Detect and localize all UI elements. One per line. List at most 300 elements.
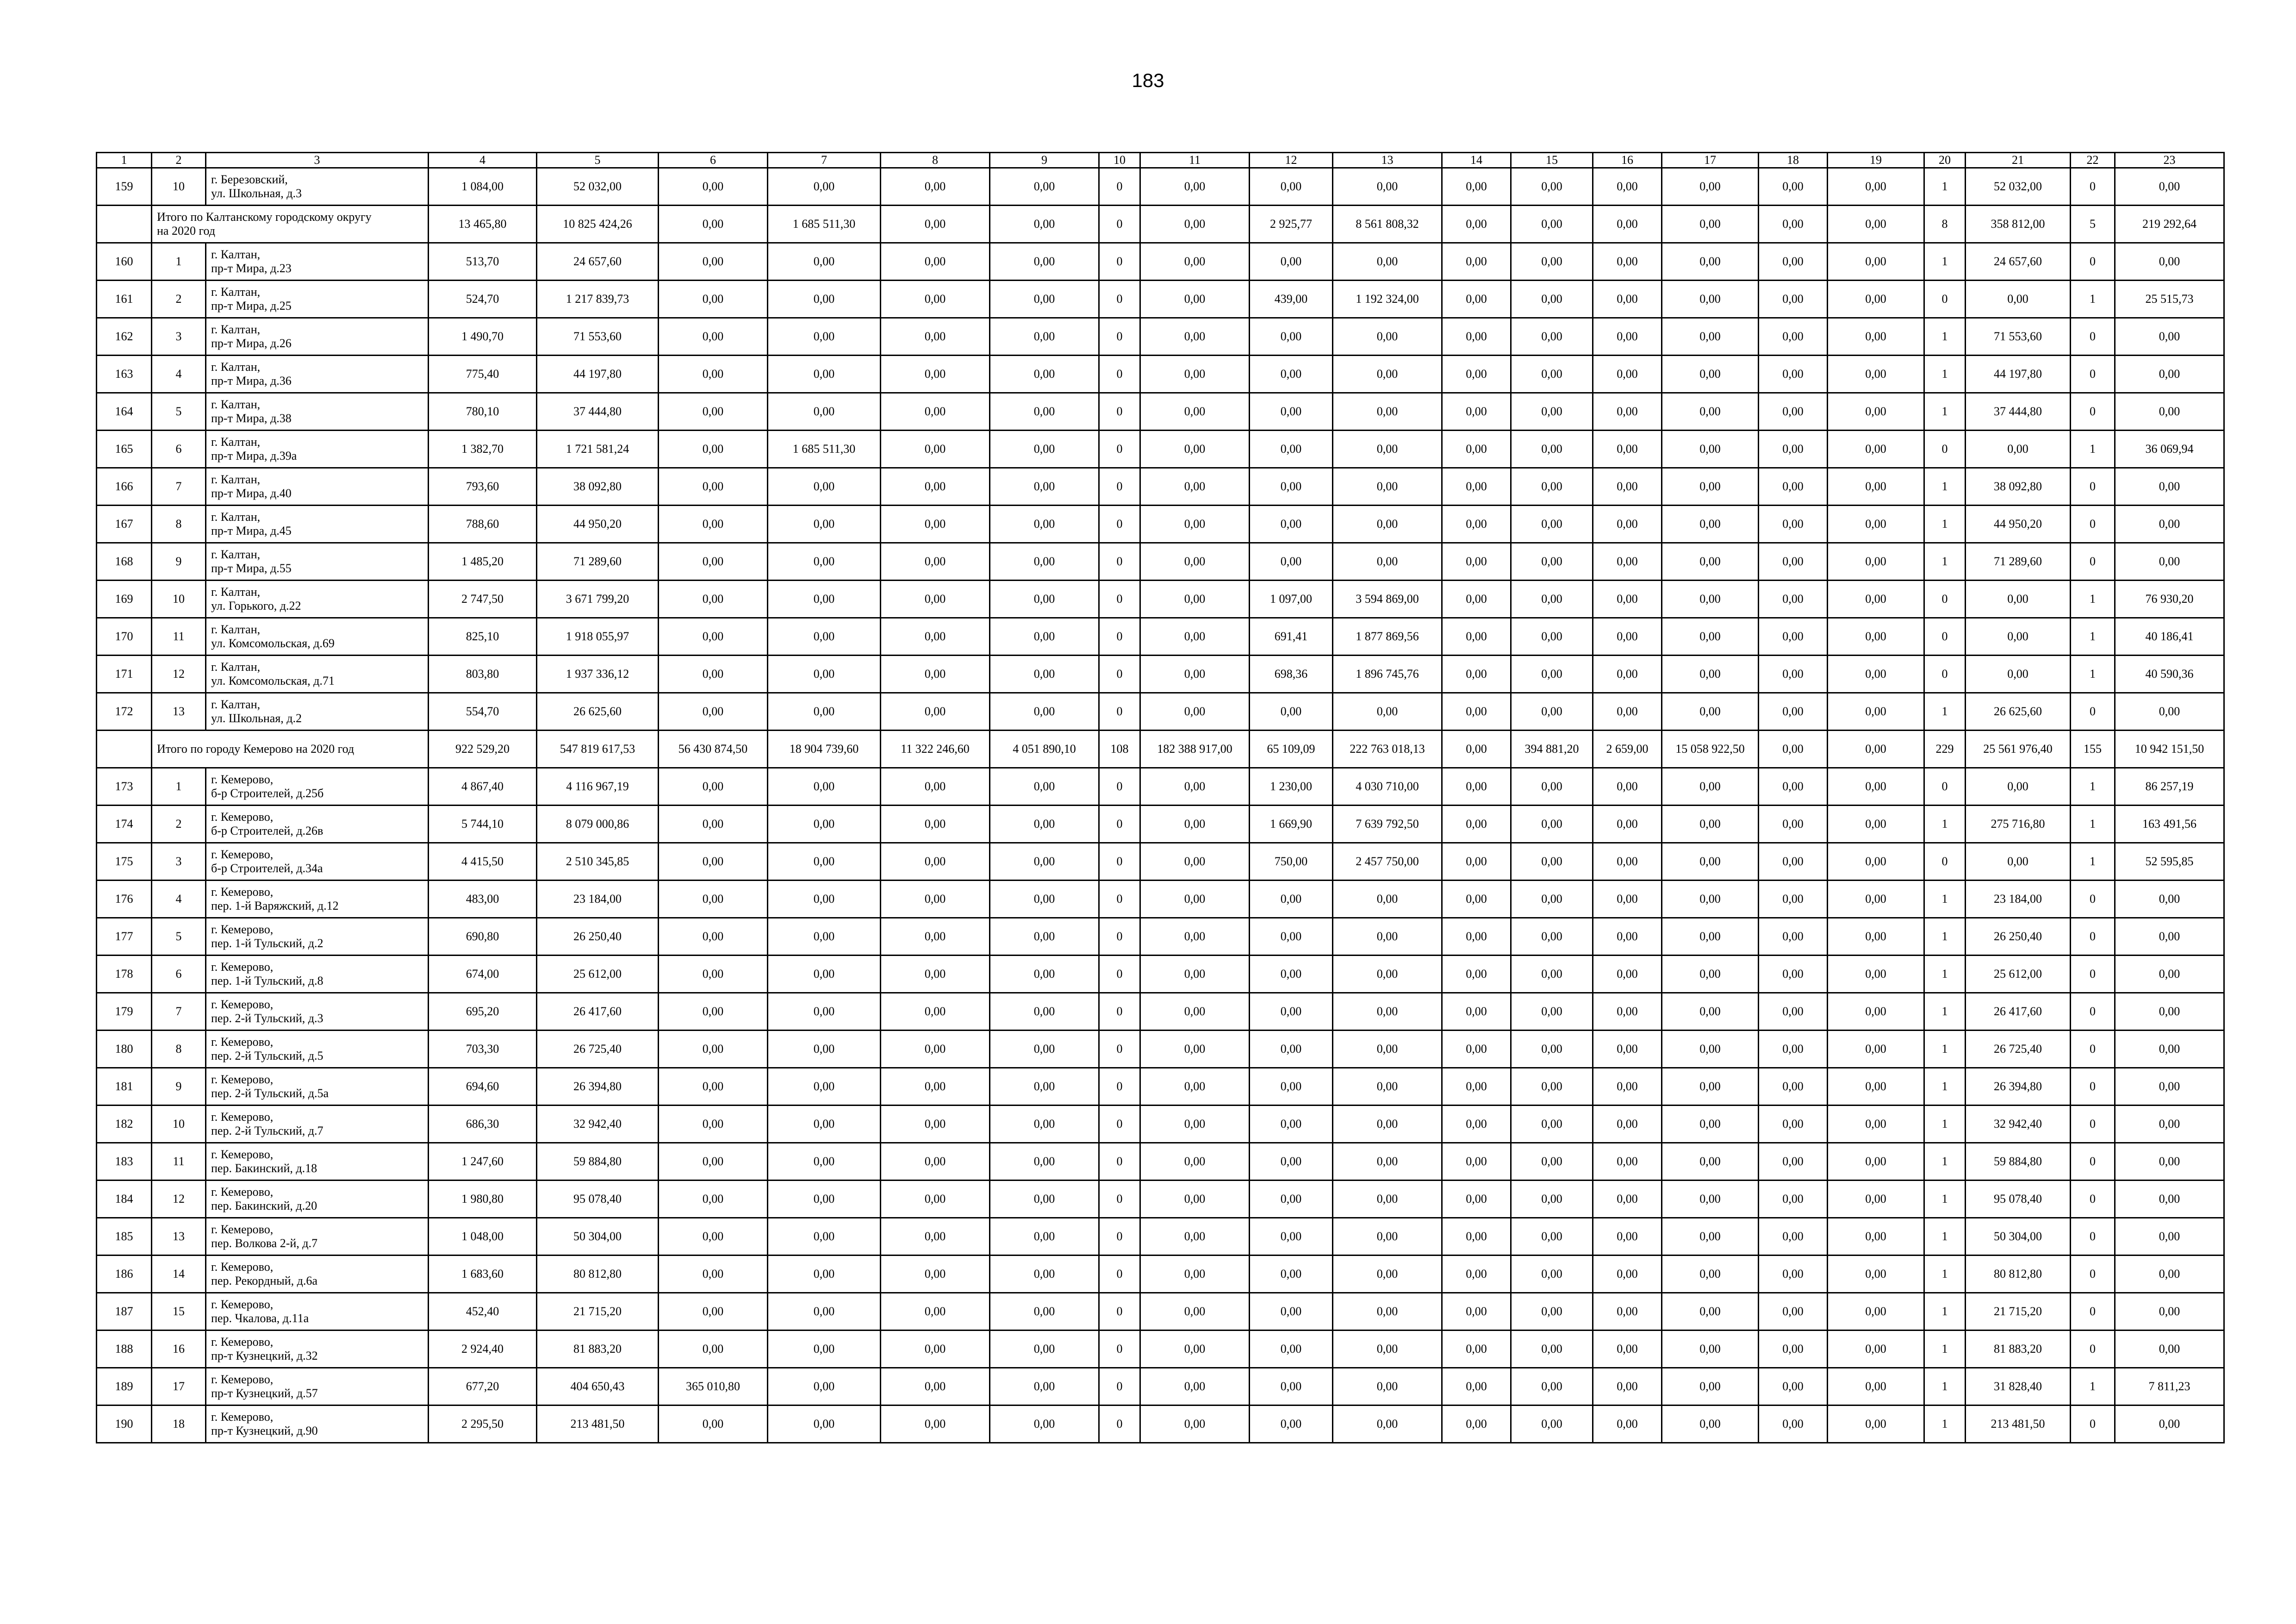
value-cell: 0,00 <box>659 1255 768 1293</box>
table-row <box>97 356 2224 393</box>
address-line: пер. 2-й Тульский, д.3 <box>211 1012 324 1025</box>
value-cell: 0 <box>1099 1368 1140 1405</box>
value-cell: 0 <box>1099 356 1140 393</box>
value-cell: 0,00 <box>990 1330 1099 1368</box>
row-index-cell: 10 <box>152 581 206 618</box>
table-row <box>97 243 2224 281</box>
row-number-cell: 173 <box>97 768 152 806</box>
value-cell: 0 <box>2071 1068 2115 1106</box>
value-cell: 0,00 <box>990 1405 1099 1443</box>
value-cell: 0,00 <box>1759 1181 1828 1218</box>
value-cell: 0,00 <box>768 1255 881 1293</box>
value-cell: 1 490,70 <box>429 318 537 356</box>
value-cell: 0,00 <box>1593 843 1662 881</box>
value-cell: 0,00 <box>1442 918 1511 956</box>
value-cell: 0,00 <box>1966 581 2071 618</box>
value-cell: 0 <box>1099 956 1140 993</box>
address-cell <box>206 1181 429 1218</box>
value-cell: 0,00 <box>1662 1218 1759 1255</box>
address-cell <box>206 431 429 468</box>
value-cell: 0,00 <box>659 993 768 1031</box>
address-line: пр-т Кузнецкий, д.32 <box>211 1349 318 1362</box>
value-cell: 0 <box>1099 993 1140 1031</box>
row-index-cell: 11 <box>152 1143 206 1181</box>
table-row <box>97 318 2224 356</box>
value-cell: 0,00 <box>1442 881 1511 918</box>
value-cell: 0,00 <box>768 768 881 806</box>
value-cell: 0,00 <box>1140 1068 1250 1106</box>
value-cell: 0 <box>2071 243 2115 281</box>
value-cell: 0,00 <box>1442 543 1511 581</box>
value-cell: 0,00 <box>659 318 768 356</box>
value-cell: 0,00 <box>1442 806 1511 843</box>
value-cell: 0,00 <box>881 206 990 243</box>
row-number-cell: 162 <box>97 318 152 356</box>
column-number-cell: 20 <box>1924 153 1966 168</box>
table-row <box>97 281 2224 318</box>
value-cell: 703,30 <box>429 1031 537 1068</box>
value-cell: 1 217 839,73 <box>537 281 659 318</box>
value-cell: 38 092,80 <box>537 468 659 506</box>
value-cell: 0,00 <box>659 656 768 693</box>
value-cell: 0,00 <box>1593 1143 1662 1181</box>
value-cell: 25 515,73 <box>2115 281 2224 318</box>
address-line: г. Кемерово, <box>211 1148 274 1162</box>
value-cell: 213 481,50 <box>537 1405 659 1443</box>
value-cell: 0,00 <box>1511 318 1593 356</box>
value-cell: 0,00 <box>1333 1106 1442 1143</box>
value-cell: 25 612,00 <box>1966 956 2071 993</box>
value-cell: 686,30 <box>429 1106 537 1143</box>
value-cell: 0,00 <box>1333 168 1442 206</box>
value-cell: 0 <box>2071 168 2115 206</box>
value-cell: 0,00 <box>1442 1106 1511 1143</box>
row-number-cell: 182 <box>97 1106 152 1143</box>
value-cell: 0,00 <box>1140 693 1250 731</box>
value-cell: 0,00 <box>1333 1293 1442 1330</box>
value-cell: 59 884,80 <box>537 1143 659 1181</box>
value-cell: 0,00 <box>1333 1255 1442 1293</box>
value-cell: 44 197,80 <box>1966 356 2071 393</box>
subtotal-label <box>152 206 429 243</box>
value-cell: 0,00 <box>768 843 881 881</box>
row-number-cell: 181 <box>97 1068 152 1106</box>
table-cell <box>97 731 152 768</box>
value-cell: 0,00 <box>1333 318 1442 356</box>
value-cell: 26 394,80 <box>1966 1068 2071 1106</box>
value-cell: 0,00 <box>1662 543 1759 581</box>
value-cell: 394 881,20 <box>1511 731 1593 768</box>
value-cell: 26 625,60 <box>537 693 659 731</box>
value-cell: 0,00 <box>2115 393 2224 431</box>
value-cell: 0,00 <box>1828 1218 1924 1255</box>
value-cell: 0,00 <box>1140 318 1250 356</box>
value-cell: 1 <box>1924 1330 1966 1368</box>
value-cell: 0,00 <box>1333 243 1442 281</box>
value-cell: 0,00 <box>1662 243 1759 281</box>
value-cell: 0,00 <box>1593 1181 1662 1218</box>
value-cell: 0,00 <box>1662 506 1759 543</box>
value-cell: 0 <box>1099 318 1140 356</box>
value-cell: 0,00 <box>990 806 1099 843</box>
value-cell: 0,00 <box>881 1405 990 1443</box>
value-cell: 0,00 <box>2115 168 2224 206</box>
address-line: пер. 1-й Тульский, д.2 <box>211 937 324 950</box>
value-cell: 0,00 <box>1511 168 1593 206</box>
value-cell: 0,00 <box>1250 318 1333 356</box>
value-cell: 0,00 <box>1828 543 1924 581</box>
value-cell: 0 <box>2071 993 2115 1031</box>
address-cell <box>206 1031 429 1068</box>
value-cell: 0,00 <box>1593 1218 1662 1255</box>
value-cell: 0,00 <box>1511 1181 1593 1218</box>
value-cell: 1 <box>1924 956 1966 993</box>
value-cell: 0,00 <box>990 1368 1099 1405</box>
value-cell: 26 250,40 <box>1966 918 2071 956</box>
value-cell: 24 657,60 <box>1966 243 2071 281</box>
value-cell: 1 937 336,12 <box>537 656 659 693</box>
address-line: г. Кемерово, <box>211 1073 274 1087</box>
address-cell <box>206 656 429 693</box>
value-cell: 0 <box>1099 168 1140 206</box>
value-cell: 0,00 <box>1250 243 1333 281</box>
value-cell: 0,00 <box>1828 1068 1924 1106</box>
value-cell: 0,00 <box>1759 1330 1828 1368</box>
value-cell: 0,00 <box>659 431 768 468</box>
value-cell: 0,00 <box>768 1068 881 1106</box>
address-line: г. Калтан, <box>211 398 261 412</box>
value-cell: 0,00 <box>990 1255 1099 1293</box>
value-cell: 81 883,20 <box>537 1330 659 1368</box>
value-cell: 0,00 <box>659 1330 768 1368</box>
value-cell: 1 <box>1924 1218 1966 1255</box>
value-cell: 4 867,40 <box>429 768 537 806</box>
value-cell: 0 <box>1099 618 1140 656</box>
value-cell: 0,00 <box>881 881 990 918</box>
column-number-cell: 8 <box>881 153 990 168</box>
address-line: пр-т Кузнецкий, д.57 <box>211 1387 318 1400</box>
value-cell: 0,00 <box>768 1106 881 1143</box>
address-cell <box>206 768 429 806</box>
value-cell: 780,10 <box>429 393 537 431</box>
value-cell: 1 <box>1924 393 1966 431</box>
value-cell: 0,00 <box>990 206 1099 243</box>
value-cell: 0,00 <box>881 806 990 843</box>
address-cell <box>206 1143 429 1181</box>
value-cell: 0,00 <box>1511 956 1593 993</box>
value-cell: 0,00 <box>768 656 881 693</box>
value-cell: 0,00 <box>1333 356 1442 393</box>
row-index-cell: 7 <box>152 468 206 506</box>
value-cell: 0,00 <box>768 956 881 993</box>
value-cell: 0,00 <box>1593 543 1662 581</box>
value-cell: 0,00 <box>1662 1368 1759 1405</box>
value-cell: 4 415,50 <box>429 843 537 881</box>
value-cell: 0,00 <box>1442 393 1511 431</box>
value-cell: 0,00 <box>881 393 990 431</box>
value-cell: 0,00 <box>990 881 1099 918</box>
value-cell: 0 <box>2071 393 2115 431</box>
row-index-cell: 13 <box>152 693 206 731</box>
column-number-cell: 6 <box>659 153 768 168</box>
value-cell: 0,00 <box>1250 1255 1333 1293</box>
value-cell: 0 <box>2071 881 2115 918</box>
value-cell: 1 <box>1924 1368 1966 1405</box>
address-cell <box>206 356 429 393</box>
address-line: пер. 2-й Тульский, д.5а <box>211 1087 329 1100</box>
table-row <box>97 1218 2224 1255</box>
address-line: г. Калтан, <box>211 660 261 674</box>
value-cell: 0,00 <box>1140 956 1250 993</box>
value-cell: 0,00 <box>990 768 1099 806</box>
table-body <box>97 153 2224 1443</box>
address-line: г. Березовский, <box>211 173 288 187</box>
row-number-cell: 172 <box>97 693 152 731</box>
value-cell: 0,00 <box>1511 618 1593 656</box>
row-number-cell: 161 <box>97 281 152 318</box>
value-cell: 0,00 <box>881 656 990 693</box>
value-cell: 0,00 <box>659 1143 768 1181</box>
value-cell: 0,00 <box>1511 243 1593 281</box>
value-cell: 26 417,60 <box>537 993 659 1031</box>
address-line: пр-т Мира, д.26 <box>211 337 292 350</box>
value-cell: 0,00 <box>1593 243 1662 281</box>
value-cell: 8 079 000,86 <box>537 806 659 843</box>
value-cell: 0,00 <box>1511 806 1593 843</box>
value-cell: 0 <box>1099 1330 1140 1368</box>
value-cell: 0,00 <box>659 881 768 918</box>
value-cell: 2 295,50 <box>429 1405 537 1443</box>
value-cell: 1 <box>1924 1293 1966 1330</box>
row-index-cell: 9 <box>152 543 206 581</box>
value-cell: 40 590,36 <box>2115 656 2224 693</box>
row-number-cell: 184 <box>97 1181 152 1218</box>
value-cell: 0,00 <box>1511 206 1593 243</box>
value-cell: 1 669,90 <box>1250 806 1333 843</box>
value-cell: 1 <box>2071 281 2115 318</box>
value-cell: 95 078,40 <box>537 1181 659 1218</box>
address-cell <box>206 1255 429 1293</box>
table-row <box>97 1143 2224 1181</box>
table-row <box>97 1368 2224 1405</box>
value-cell: 0,00 <box>1140 1218 1250 1255</box>
value-cell: 0 <box>2071 1405 2115 1443</box>
value-cell: 0,00 <box>1511 693 1593 731</box>
value-cell: 1 <box>1924 881 1966 918</box>
address-line: г. Калтан, <box>211 548 261 562</box>
value-cell: 0,00 <box>2115 1181 2224 1218</box>
value-cell: 0,00 <box>1828 806 1924 843</box>
address-line: пер. Бакинский, д.18 <box>211 1162 317 1175</box>
row-index-cell: 12 <box>152 656 206 693</box>
value-cell: 0,00 <box>1828 393 1924 431</box>
value-cell: 0,00 <box>881 168 990 206</box>
value-cell: 26 417,60 <box>1966 993 2071 1031</box>
value-cell: 0,00 <box>1250 1181 1333 1218</box>
address-cell <box>206 1106 429 1143</box>
value-cell: 0,00 <box>659 956 768 993</box>
table-row <box>97 618 2224 656</box>
address-line: пр-т Мира, д.39а <box>211 449 297 462</box>
value-cell: 524,70 <box>429 281 537 318</box>
value-cell: 37 444,80 <box>537 393 659 431</box>
value-cell: 0,00 <box>1593 356 1662 393</box>
address-cell <box>206 806 429 843</box>
value-cell: 0,00 <box>1250 356 1333 393</box>
address-cell <box>206 468 429 506</box>
value-cell: 0,00 <box>1511 506 1593 543</box>
value-cell: 0,00 <box>1759 243 1828 281</box>
value-cell: 0,00 <box>1662 1106 1759 1143</box>
value-cell: 7 639 792,50 <box>1333 806 1442 843</box>
value-cell: 213 481,50 <box>1966 1405 2071 1443</box>
value-cell: 1 <box>1924 1031 1966 1068</box>
row-number-cell: 176 <box>97 881 152 918</box>
value-cell: 0,00 <box>1511 1368 1593 1405</box>
value-cell: 0,00 <box>1593 618 1662 656</box>
value-cell: 0,00 <box>1759 318 1828 356</box>
value-cell: 1 <box>2071 656 2115 693</box>
column-number-cell: 10 <box>1099 153 1140 168</box>
value-cell: 1 896 745,76 <box>1333 656 1442 693</box>
row-number-cell: 164 <box>97 393 152 431</box>
address-line: пр-т Мира, д.55 <box>211 562 292 575</box>
value-cell: 0 <box>1099 543 1140 581</box>
value-cell: 71 289,60 <box>1966 543 2071 581</box>
address-cell <box>206 1293 429 1330</box>
value-cell: 0,00 <box>1828 993 1924 1031</box>
table-row <box>97 168 2224 206</box>
value-cell: 0,00 <box>1140 206 1250 243</box>
value-cell: 0 <box>2071 543 2115 581</box>
value-cell: 163 491,56 <box>2115 806 2224 843</box>
value-cell: 0,00 <box>881 281 990 318</box>
value-cell: 2 925,77 <box>1250 206 1333 243</box>
column-number-cell: 21 <box>1966 153 2071 168</box>
value-cell: 1 097,00 <box>1250 581 1333 618</box>
value-cell: 1 <box>1924 693 1966 731</box>
value-cell: 0,00 <box>990 918 1099 956</box>
value-cell: 0,00 <box>990 468 1099 506</box>
value-cell: 0,00 <box>1593 956 1662 993</box>
value-cell: 0,00 <box>881 506 990 543</box>
value-cell: 0,00 <box>1511 581 1593 618</box>
value-cell: 26 725,40 <box>537 1031 659 1068</box>
value-cell: 0,00 <box>1662 806 1759 843</box>
value-cell: 0,00 <box>1593 1330 1662 1368</box>
value-cell: 0,00 <box>1511 993 1593 1031</box>
address-line: г. Кемерово, <box>211 885 274 899</box>
value-cell: 3 671 799,20 <box>537 581 659 618</box>
value-cell: 0,00 <box>1511 768 1593 806</box>
value-cell: 677,20 <box>429 1368 537 1405</box>
value-cell: 0,00 <box>1250 1106 1333 1143</box>
value-cell: 76 930,20 <box>2115 581 2224 618</box>
column-number-cell: 4 <box>429 153 537 168</box>
value-cell: 0,00 <box>1442 1405 1511 1443</box>
address-cell <box>206 918 429 956</box>
value-cell: 7 811,23 <box>2115 1368 2224 1405</box>
column-number-cell: 15 <box>1511 153 1593 168</box>
value-cell: 0,00 <box>1759 956 1828 993</box>
value-cell: 0,00 <box>1333 431 1442 468</box>
address-line: г. Кемерово, <box>211 960 274 974</box>
value-cell: 25 612,00 <box>537 956 659 993</box>
value-cell: 691,41 <box>1250 618 1333 656</box>
value-cell: 0,00 <box>1250 693 1333 731</box>
value-cell: 32 942,40 <box>1966 1106 2071 1143</box>
value-cell: 0,00 <box>881 1068 990 1106</box>
value-cell: 0,00 <box>1333 693 1442 731</box>
value-cell: 0,00 <box>1662 431 1759 468</box>
value-cell: 80 812,80 <box>537 1255 659 1293</box>
value-cell: 1 <box>2071 431 2115 468</box>
value-cell: 0,00 <box>881 581 990 618</box>
value-cell: 0,00 <box>659 1218 768 1255</box>
value-cell: 0,00 <box>1250 393 1333 431</box>
value-cell: 0,00 <box>1442 1368 1511 1405</box>
row-index-cell: 7 <box>152 993 206 1031</box>
value-cell: 0 <box>2071 1106 2115 1143</box>
value-cell: 0,00 <box>1759 993 1828 1031</box>
value-cell: 0,00 <box>1828 1143 1924 1181</box>
value-cell: 0,00 <box>1759 431 1828 468</box>
value-cell: 0 <box>1099 1031 1140 1068</box>
row-number-cell: 163 <box>97 356 152 393</box>
value-cell: 1 230,00 <box>1250 768 1333 806</box>
value-cell: 0,00 <box>768 806 881 843</box>
value-cell: 1 192 324,00 <box>1333 281 1442 318</box>
value-cell: 0,00 <box>768 318 881 356</box>
value-cell: 0,00 <box>2115 1068 2224 1106</box>
value-cell: 0,00 <box>990 843 1099 881</box>
value-cell: 108 <box>1099 731 1140 768</box>
value-cell: 0 <box>1924 281 1966 318</box>
value-cell: 0,00 <box>768 1368 881 1405</box>
value-cell: 0,00 <box>881 768 990 806</box>
value-cell: 86 257,19 <box>2115 768 2224 806</box>
value-cell: 0,00 <box>1511 356 1593 393</box>
value-cell: 0,00 <box>1442 431 1511 468</box>
value-cell: 0,00 <box>1140 1293 1250 1330</box>
column-number-cell: 22 <box>2071 153 2115 168</box>
value-cell: 365 010,80 <box>659 1368 768 1405</box>
value-cell: 0,00 <box>2115 1293 2224 1330</box>
row-number-cell: 179 <box>97 993 152 1031</box>
value-cell: 0,00 <box>1662 356 1759 393</box>
value-cell: 1 <box>2071 581 2115 618</box>
value-cell: 1 <box>1924 506 1966 543</box>
value-cell: 0,00 <box>1442 318 1511 356</box>
value-cell: 0,00 <box>1333 506 1442 543</box>
value-cell: 0,00 <box>1966 281 2071 318</box>
value-cell: 1 685 511,30 <box>768 431 881 468</box>
value-cell: 1 <box>1924 1255 1966 1293</box>
value-cell: 0,00 <box>990 1218 1099 1255</box>
value-cell: 0,00 <box>881 843 990 881</box>
value-cell: 0,00 <box>2115 693 2224 731</box>
column-number-cell: 14 <box>1442 153 1511 168</box>
value-cell: 0,00 <box>1140 993 1250 1031</box>
value-cell: 0,00 <box>1593 281 1662 318</box>
value-cell: 1 382,70 <box>429 431 537 468</box>
value-cell: 0,00 <box>1140 881 1250 918</box>
value-cell: 0,00 <box>1593 468 1662 506</box>
table-row <box>97 806 2224 843</box>
row-number-cell: 167 <box>97 506 152 543</box>
value-cell: 1 721 581,24 <box>537 431 659 468</box>
value-cell: 1 <box>1924 318 1966 356</box>
